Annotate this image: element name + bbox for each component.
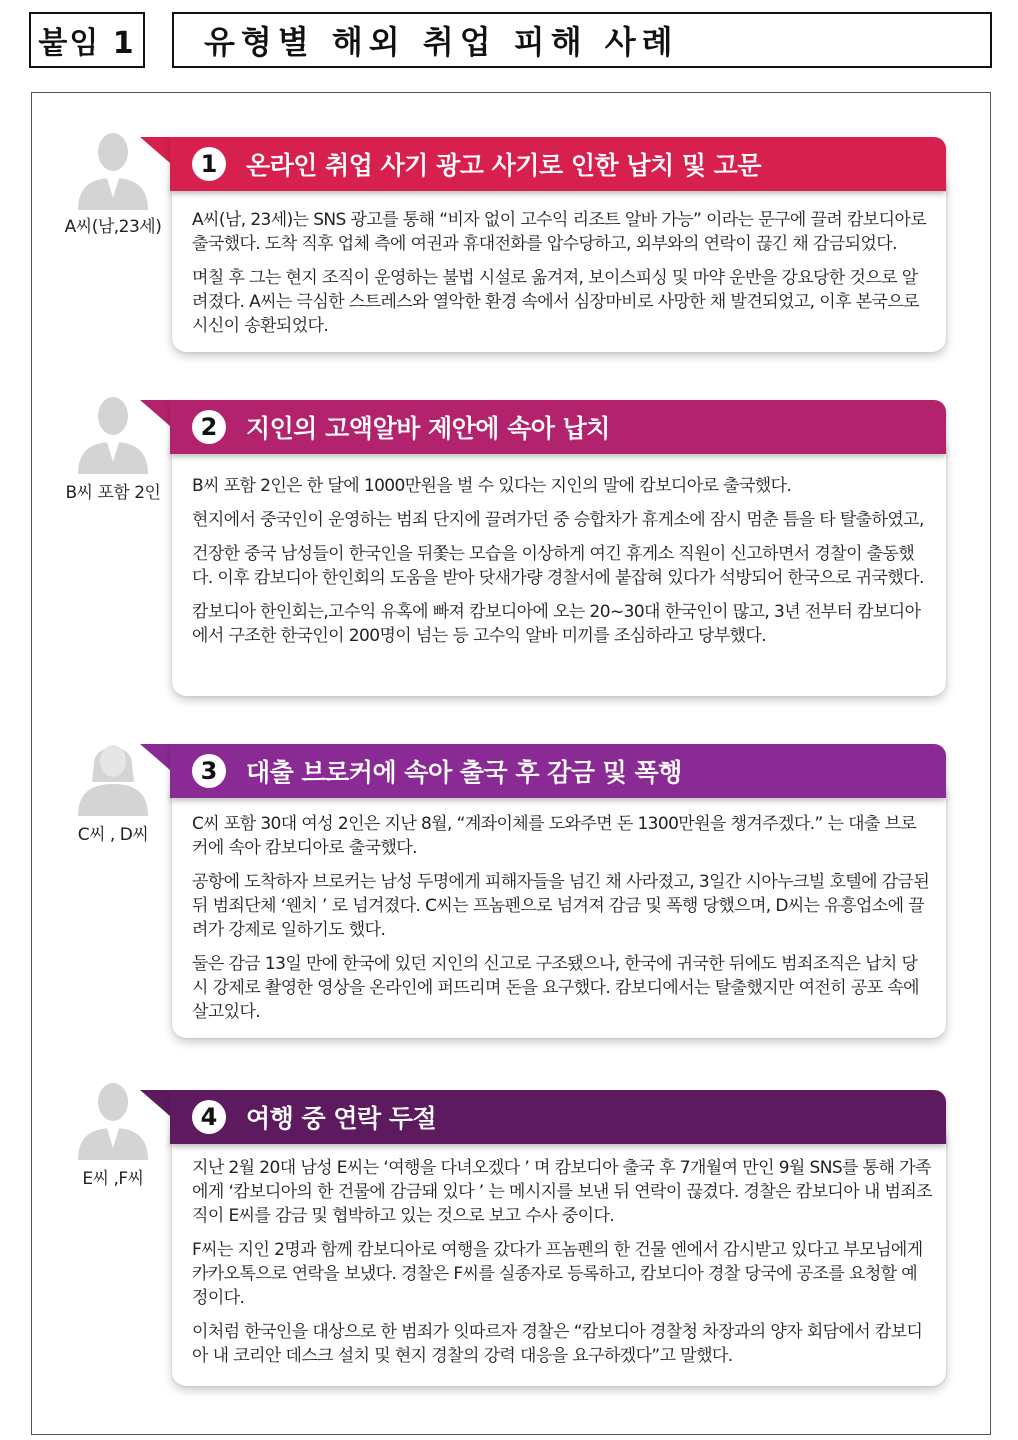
case-banner (170, 1090, 946, 1144)
case-paragraph: 이처럼 한국인을 대상으로 한 범죄가 잇따르자 경찰은 “캄보디아 경찰청 차장과의 양자 회담에서 캄보디아 내 코리안 데스크 설치 및 현지 경찰의 강력 대응을 요구하겠다”고 말했다. (192, 1322, 923, 1366)
person-label: B씨 포함 2인 (65, 483, 161, 503)
case-paragraph: C씨 포함 30대 여성 2인은 지난 8월, “계좌이체를 도와주면 돈 1300만원을 챙겨주겠다.” 는 대출 브로커에 속아 캄보디아로 출국했다. (192, 814, 917, 858)
case-paragraph: A씨(남, 23세)는 SNS 광고를 통해 “비자 없이 고수익 리조트 알바 가능” 이라는 문구에 끌려 캄보디아로 출국했다. 도착 직후 업체 측에 여권과 휴대전화를 압수당하고, 외부와의 연락이 끊긴 채 감금되었다. (192, 210, 927, 254)
case-banner (170, 400, 946, 454)
case-number-badge: 3 (192, 754, 226, 788)
person-label: A씨(남,23세) (64, 217, 162, 237)
case-body (192, 474, 932, 658)
case-paragraph: 지난 2월 20대 남성 E씨는 ‘여행을 다녀오겠다 ’ 며 캄보디아 출국 후 7개월여 만인 9월 SNS를 통해 가족에게 ‘캄보디아의 한 건물에 감금돼 있다 ’ 는 메시지를 보낸 뒤 연락이 끊겼다. 경찰은 캄보디아 내 범죄조직이 E씨를 감금 및 협박하고 있는 것으로 보고 수사 중이다. (192, 1158, 932, 1226)
case-paragraph: B씨 포함 2인은 한 달에 1000만원을 벌 수 있다는 지인의 말에 캄보디아로 출국했다. (192, 476, 792, 496)
person-label: C씨 , D씨 (77, 825, 149, 845)
case-body (192, 812, 932, 1034)
case-paragraph: 둘은 감금 13일 만에 한국에 있던 지인의 신고로 구조됐으나, 한국에 귀국한 뒤에도 범죄조직은 납치 당시 강제로 촬영한 영상을 온라인에 퍼뜨리며 돈을 요구했다. 캄보디에서는 탈출했지만 여전히 공포 속에 살고있다. (192, 954, 919, 1022)
case-body (192, 208, 932, 348)
banner-flag (140, 744, 170, 770)
case-paragraph: 캄보디아 한인회는,고수익 유혹에 빠져 캄보디아에 오는 20~30대 한국인이 많고, 3년 전부터 캄보디아에서 구조한 한국인이 200명이 넘는 등 고수익 알바 미끼를 조심하라고 당부했다. (192, 602, 921, 646)
case-paragraph: 공항에 도착하자 브로커는 남성 두명에게 피해자들을 넘긴 채 사라졌고, 3일간 시아누크빌 호텔에 감금된 뒤 범죄단체 ‘웬치 ’ 로 넘겨졌다. C씨는 프놈펜으로 넘겨져 감금 및 폭행 당했으며, D씨는 유흥업소에 끌려가 강제로 일하기도 했다. (192, 872, 930, 940)
case-number-badge: 1 (192, 147, 226, 181)
case-title: 지인의 고액알바 제안에 속아 납치 (246, 414, 610, 443)
banner-flag (140, 137, 170, 163)
case-banner (170, 137, 946, 191)
case-title: 온라인 취업 사기 광고 사기로 인한 납치 및 고문 (246, 151, 761, 180)
attachment-label: 붙임 1 (29, 12, 145, 68)
case-paragraph: 현지에서 중국인이 운영하는 범죄 단지에 끌려가던 중 승합차가 휴게소에 잠시 멈춘 틈을 타 탈출하였고, (192, 510, 924, 530)
case-number-badge: 4 (192, 1100, 226, 1134)
banner-flag (140, 1090, 170, 1116)
case-title: 대출 브로커에 속아 출국 후 감금 및 폭행 (246, 758, 682, 787)
banner-flag (140, 400, 170, 426)
case-paragraph: F씨는 지인 2명과 함께 캄보디아로 여행을 갔다가 프놈펜의 한 건물 엔에서 감시받고 있다고 부모님에게 카카오톡으로 연락을 보냈다. 경찰은 F씨를 실종자로 등록하고, 캄보디아 경찰 당국에 공조를 요청할 예정이다. (192, 1240, 923, 1308)
case-body (192, 1156, 932, 1378)
case-paragraph: 며칠 후 그는 현지 조직이 운영하는 불법 시설로 옮겨져, 보이스피싱 및 마약 운반을 강요당한 것으로 알려졌다. A씨는 극심한 스트레스와 열악한 환경 속에서 심장마비로 사망한 채 발견되었고, 이후 본국으로 시신이 송환되었다. (192, 268, 919, 336)
case-number-badge: 2 (192, 410, 226, 444)
person-label: E씨 ,F씨 (82, 1169, 144, 1189)
case-paragraph: 건장한 중국 남성들이 한국인을 뒤쫓는 모습을 이상하게 여긴 휴게소 직원이 신고하면서 경찰이 출동했다. 이후 캄보디아 한인회의 도움을 받아 닷새가량 경찰서에 붙잡혀 있다가 석방되어 한국으로 귀국했다. (192, 544, 924, 588)
case-title: 여행 중 연락 두절 (246, 1104, 437, 1133)
case-banner (170, 744, 946, 798)
page-title: 유형별 해외 취업 피해 사례 (172, 12, 992, 68)
